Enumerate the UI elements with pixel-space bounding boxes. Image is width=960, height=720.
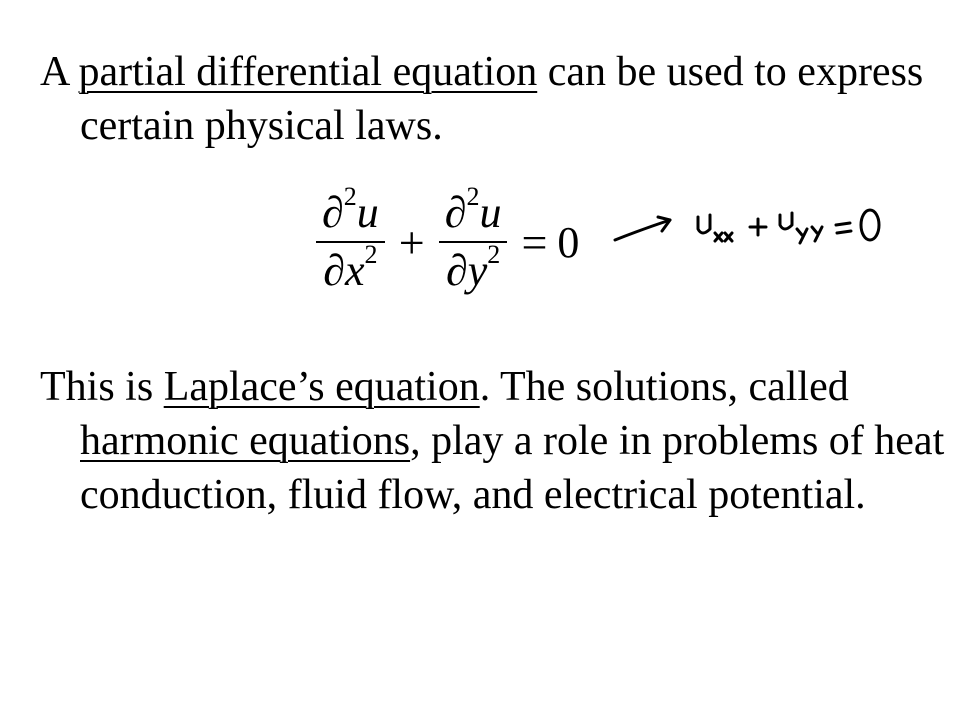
laplace-equation (312, 182, 580, 299)
text: can be used to express certain physical laws. (80, 49, 924, 149)
fraction-d2u-dx2: $\frac{\partial^2u}{\partial x^2}$ (316, 185, 385, 299)
term-partial-differential-equation: partial differential equation (78, 49, 538, 95)
equation-rhs: 0 (557, 217, 580, 267)
paragraph-laplace-explanation: This is Laplace’s equation. The solutions, called harmonic equations, play a role in problems of heat conduction, fluid flow, and electrical potential. (40, 364, 945, 518)
handwritten-annotation (610, 195, 900, 255)
term-harmonic-equations: harmonic equations (80, 418, 411, 464)
plus-sign: + (398, 216, 425, 268)
paragraph-pde-intro (40, 45, 960, 153)
text: A (40, 49, 79, 95)
term-laplaces-equation: Laplace’s equation (163, 364, 480, 410)
equals-sign: = (521, 216, 548, 268)
fraction-d2u-dy2: $\frac{\partial^2u}{\partial y^2}$ (439, 185, 508, 299)
